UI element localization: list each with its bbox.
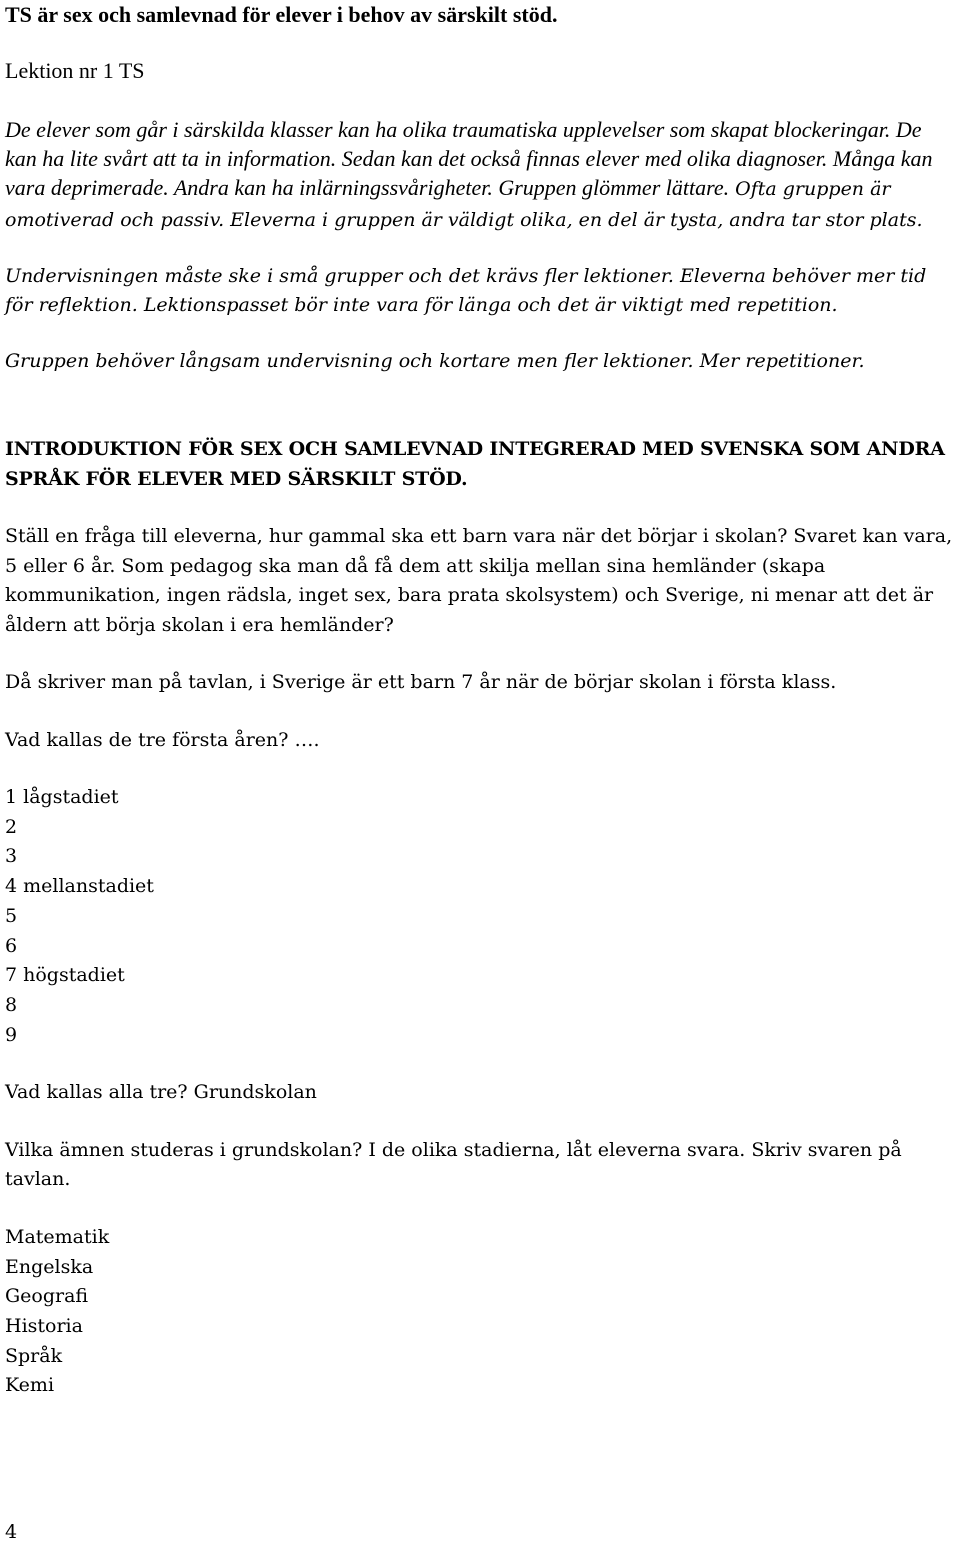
- subject-item: Historia: [5, 1314, 83, 1337]
- intro-text-rest: Ofta gruppen är omotiverad och passiv. Eleverna i gruppen är väldigt olika, en del är tysta, andra tar stor plats.: [5, 178, 923, 231]
- lesson-label: Lektion nr 1 TS: [5, 58, 145, 83]
- grade-item: 1 lågstadiet: [5, 786, 119, 808]
- subject-item: Engelska: [5, 1255, 94, 1278]
- subject-item: Matematik: [5, 1225, 110, 1248]
- grade-item: 2: [5, 815, 18, 838]
- grades-list: [5, 783, 955, 1050]
- document-page: [5, 0, 955, 1401]
- grade-item: 7 högstadiet: [5, 964, 125, 987]
- subject-item: Språk: [5, 1344, 63, 1367]
- intro-paragraph: [5, 115, 955, 235]
- grade-item: 5: [5, 904, 18, 927]
- grade-item: 9: [5, 1023, 18, 1046]
- grade-item: 8: [5, 993, 18, 1016]
- grade-item: 4 mellanstadiet: [5, 875, 154, 898]
- subject-item: Kemi: [5, 1374, 55, 1397]
- document-title: TS är sex och samlevnad för elever i behov av särskilt stöd.: [5, 2, 558, 27]
- grade-item: 3: [5, 845, 18, 868]
- grade-item: 6: [5, 934, 18, 957]
- teaching-paragraph: Undervisningen måste ske i små grupper och det krävs fler lektioner. Eleverna behöver mer tid för reflektion. Lektionspasset bör inte vara för länga och det är viktigt med repetition.: [5, 265, 927, 316]
- all-three-question: Vad kallas alla tre? Grundskolan: [5, 1081, 317, 1104]
- group-paragraph: Gruppen behöver långsam undervisning och kortare men fler lektioner. Mer repetitioner.: [5, 350, 865, 372]
- subjects-list: [5, 1223, 955, 1401]
- board-paragraph: Då skriver man på tavlan, i Sverige är ett barn 7 år när de börjar skolan i första klass.: [5, 671, 837, 693]
- section-heading: INTRODUKTION FÖR SEX OCH SAMLEVNAD INTEGRERAD MED SVENSKA SOM ANDRA SPRÅK FÖR ELEVER MED SÄRSKILT STÖD.: [5, 438, 945, 490]
- first-years-question: Vad kallas de tre första åren? ….: [5, 728, 320, 751]
- question-paragraph: Ställ en fråga till eleverna, hur gammal ska ett barn vara när det börjar i skolan? Svaret kan vara, 5 eller 6 år. Som pedagog ska man då få dem att skilja mellan sina hemländer (skapa kommunikation, ingen rädsla, inget sex, bara prata skolsystem) och Sverige, ni menar att det är åldern att börja skolan i era hemländer?: [5, 525, 953, 636]
- page-number: 4: [5, 1521, 18, 1543]
- intro-text-serif: De elever som går i särskilda klasser kan ha olika traumatiska upplevelser som skapat blockeringar. De kan ha lite svårt att ta in information. Sedan kan det också finnas elever med olika diagnoser. Många kan vara deprimerade. Andra kan ha inlärningssvårigheter. Gruppen glömmer lättare.: [5, 117, 933, 200]
- subjects-question: Vilka ämnen studeras i grundskolan? I de olika stadierna, låt eleverna svara. Skriv svaren på tavlan.: [5, 1138, 902, 1191]
- subject-item: Geografi: [5, 1285, 89, 1308]
